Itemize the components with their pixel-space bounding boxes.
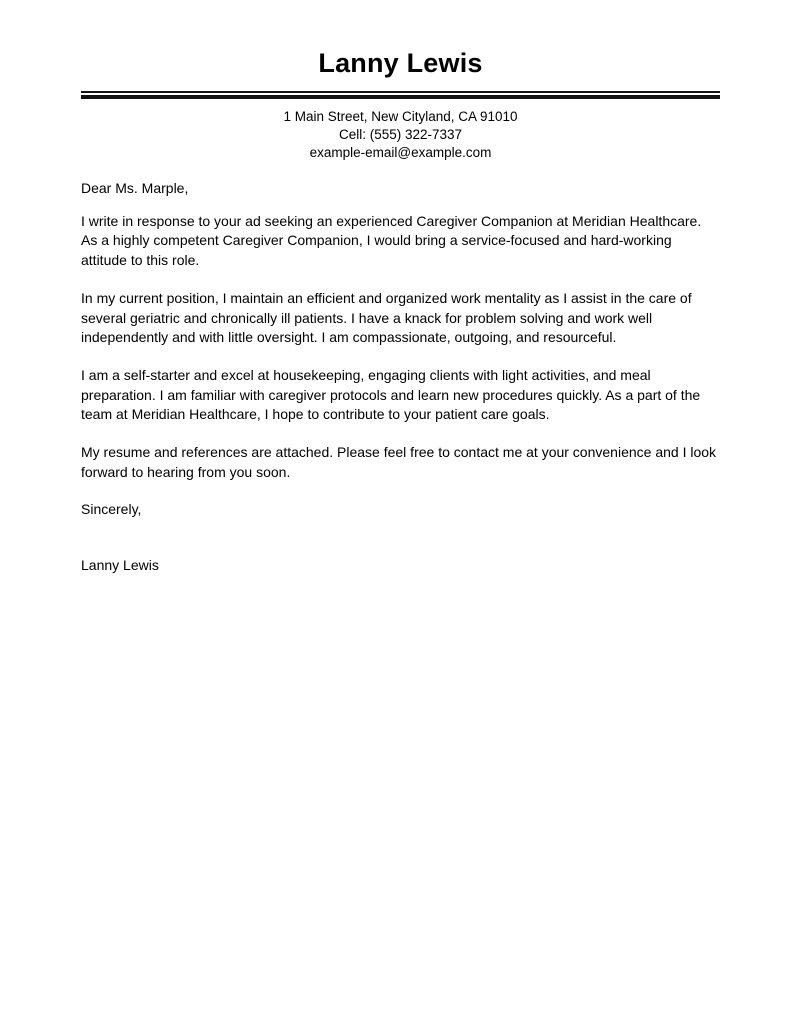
body-paragraph-2: In my current position, I maintain an efficient and organized work mentality as I assist in the care of several geriatric and chronically ill patients. I have a knack for problem solving and work well independently and with little oversight. I am compassionate, outgoing, and resourceful.: [81, 289, 692, 346]
signature-name: Lanny Lewis: [81, 557, 159, 574]
contact-block: [81, 108, 720, 162]
body-paragraph-3: I am a self-starter and excel at housekeeping, engaging clients with light activities, and meal preparation. I am familiar with caregiver protocols and learn new procedures quickly. As a part of the team at Meridian Healthcare, I hope to contribute to your patient care goals.: [81, 366, 701, 423]
contact-cell-phone: Cell: (555) 322-7337: [338, 127, 463, 142]
body-paragraph-1: I write in response to your ad seeking an experienced Caregiver Companion at Meridian Healthcare. As a highly competent Caregiver Companion, I would bring a service-focused and hard-working attitude to this role.: [81, 212, 702, 269]
contact-email: example-email@example.com: [309, 145, 492, 160]
contact-address: 1 Main Street, New Cityland, CA 91010: [283, 109, 518, 124]
header-divider: [81, 91, 720, 99]
salutation: Dear Ms. Marple,: [81, 180, 189, 196]
letter-body: [81, 179, 720, 576]
letter-author-name: Lanny Lewis: [318, 48, 483, 78]
closing: Sincerely,: [81, 501, 142, 518]
letter-header: [81, 46, 720, 162]
body-paragraph-4: My resume and references are attached. Please feel free to contact me at your convenience and I look forward to hearing from you soon.: [81, 444, 717, 480]
